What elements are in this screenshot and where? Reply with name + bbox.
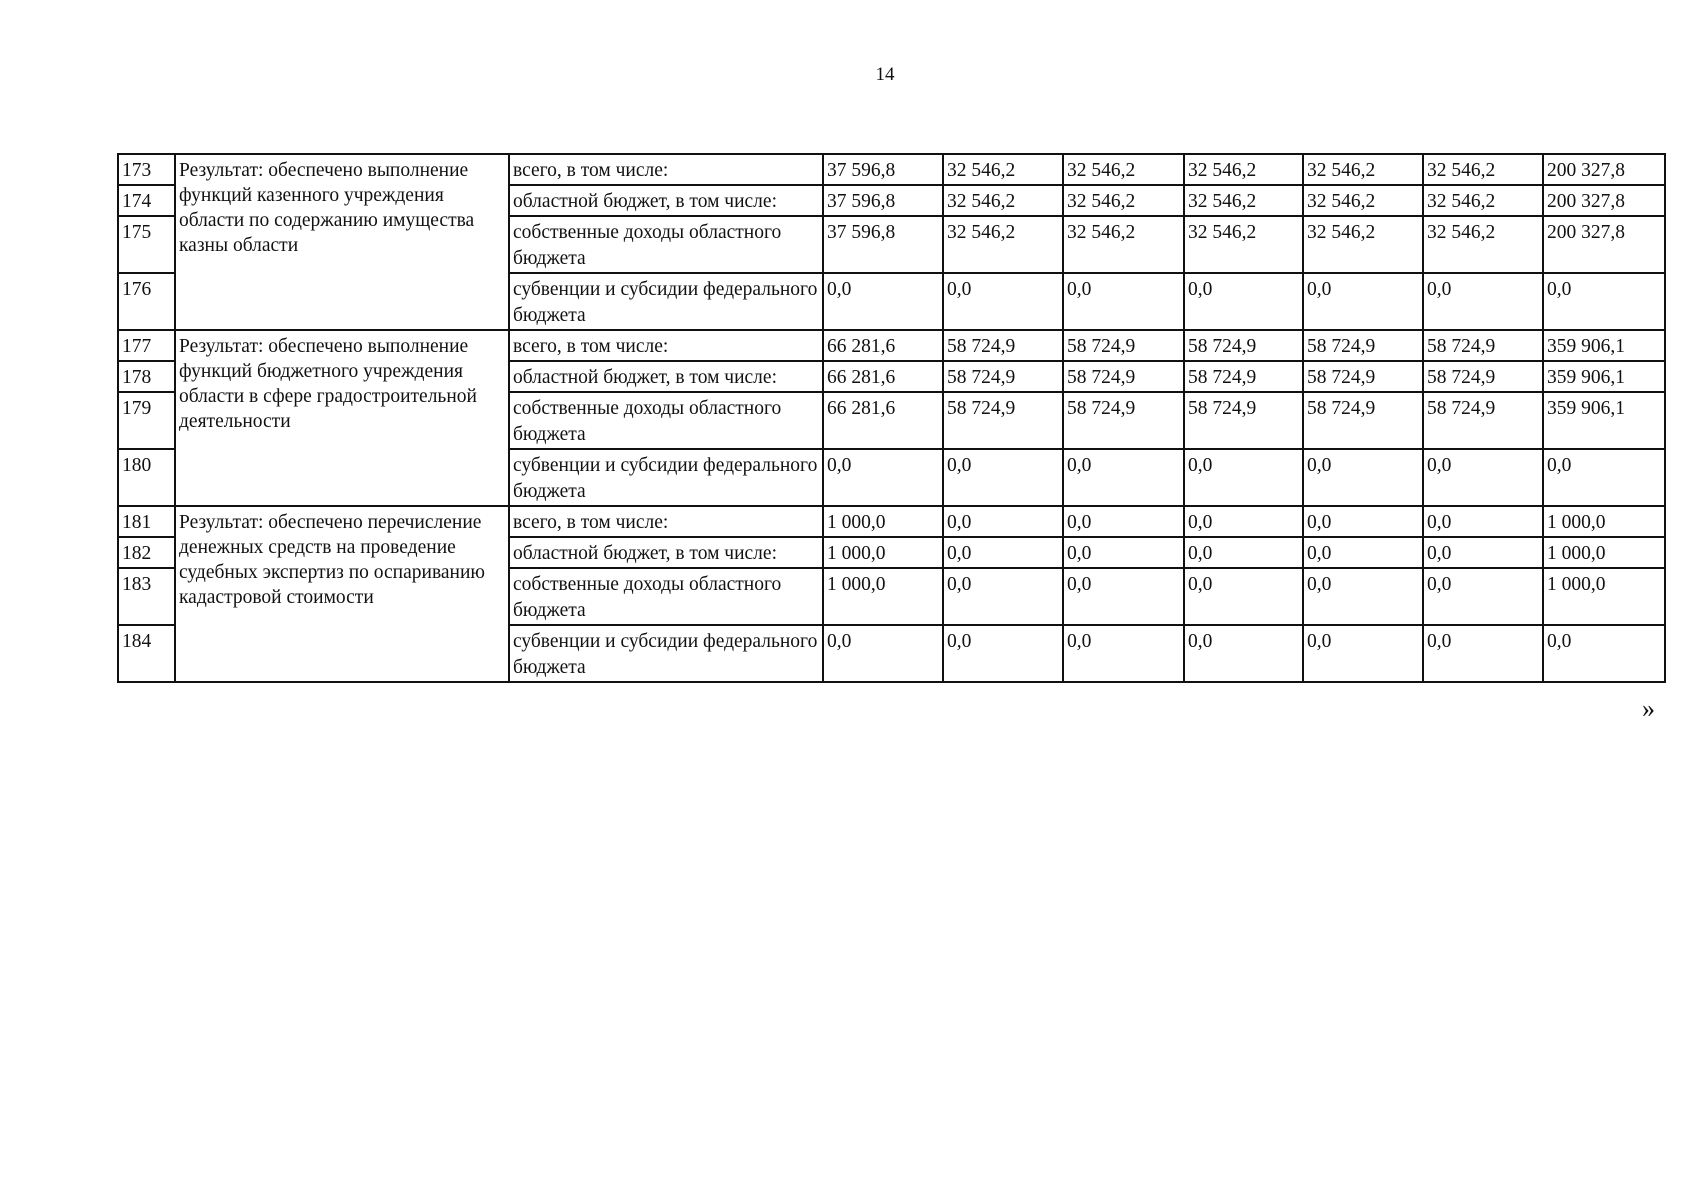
amount-cell: 0,0 xyxy=(1423,568,1543,625)
funding-source: собственные доходы областного бюджета xyxy=(509,568,823,625)
amount-cell: 58 724,9 xyxy=(943,330,1063,361)
amount-cell: 58 724,9 xyxy=(1303,361,1423,392)
amount-cell: 32 546,2 xyxy=(1184,216,1303,273)
amount-cell: 58 724,9 xyxy=(1063,330,1184,361)
amount-cell: 58 724,9 xyxy=(1423,392,1543,449)
page-number: 14 xyxy=(875,64,895,85)
total-cell: 1 000,0 xyxy=(1543,506,1665,537)
total-cell: 0,0 xyxy=(1543,449,1665,506)
amount-cell: 32 546,2 xyxy=(1303,185,1423,216)
row-number: 179 xyxy=(118,392,175,449)
amount-cell: 32 546,2 xyxy=(1184,154,1303,185)
funding-source: субвенции и субсидии федерального бюджета xyxy=(509,273,823,330)
amount-cell: 1 000,0 xyxy=(823,568,943,625)
amount-cell: 0,0 xyxy=(1063,537,1184,568)
amount-cell: 66 281,6 xyxy=(823,361,943,392)
amount-cell: 32 546,2 xyxy=(1303,154,1423,185)
amount-cell: 1 000,0 xyxy=(823,537,943,568)
table-body xyxy=(118,154,1665,682)
row-number: 177 xyxy=(118,330,175,361)
row-number: 180 xyxy=(118,449,175,506)
total-cell: 0,0 xyxy=(1543,625,1665,682)
amount-cell: 32 546,2 xyxy=(1063,154,1184,185)
amount-cell: 0,0 xyxy=(1303,449,1423,506)
amount-cell: 0,0 xyxy=(1184,568,1303,625)
funding-source: всего, в том числе: xyxy=(509,154,823,185)
total-cell: 1 000,0 xyxy=(1543,537,1665,568)
row-number: 183 xyxy=(118,568,175,625)
amount-cell: 1 000,0 xyxy=(823,506,943,537)
amount-cell: 32 546,2 xyxy=(1423,154,1543,185)
funding-source: областной бюджет, в том числе: xyxy=(509,361,823,392)
amount-cell: 37 596,8 xyxy=(823,216,943,273)
funding-source: субвенции и субсидии федерального бюджета xyxy=(509,449,823,506)
amount-cell: 0,0 xyxy=(1184,273,1303,330)
amount-cell: 0,0 xyxy=(1184,506,1303,537)
amount-cell: 32 546,2 xyxy=(1184,185,1303,216)
table-row xyxy=(118,506,1665,537)
amount-cell: 0,0 xyxy=(1184,625,1303,682)
total-cell: 359 906,1 xyxy=(1543,361,1665,392)
result-description: Результат: обеспечено выполнение функций бюджетного учреждения области в сфере градостроительной деятельности xyxy=(175,330,509,506)
amount-cell: 66 281,6 xyxy=(823,392,943,449)
amount-cell: 0,0 xyxy=(1063,568,1184,625)
total-cell: 200 327,8 xyxy=(1543,185,1665,216)
funding-source: собственные доходы областного бюджета xyxy=(509,392,823,449)
amount-cell: 0,0 xyxy=(823,273,943,330)
amount-cell: 0,0 xyxy=(1063,273,1184,330)
amount-cell: 0,0 xyxy=(1423,537,1543,568)
amount-cell: 0,0 xyxy=(1303,625,1423,682)
row-number: 181 xyxy=(118,506,175,537)
amount-cell: 0,0 xyxy=(823,449,943,506)
amount-cell: 0,0 xyxy=(1303,506,1423,537)
amount-cell: 58 724,9 xyxy=(1303,392,1423,449)
funding-source: всего, в том числе: xyxy=(509,330,823,361)
row-number: 176 xyxy=(118,273,175,330)
amount-cell: 58 724,9 xyxy=(1063,361,1184,392)
amount-cell: 0,0 xyxy=(943,273,1063,330)
row-number: 178 xyxy=(118,361,175,392)
amount-cell: 0,0 xyxy=(1184,449,1303,506)
row-number: 182 xyxy=(118,537,175,568)
amount-cell: 58 724,9 xyxy=(1184,392,1303,449)
amount-cell: 32 546,2 xyxy=(943,154,1063,185)
closing-quote: » xyxy=(1642,694,1655,723)
amount-cell: 58 724,9 xyxy=(943,361,1063,392)
amount-cell: 0,0 xyxy=(943,506,1063,537)
total-cell: 200 327,8 xyxy=(1543,154,1665,185)
amount-cell: 58 724,9 xyxy=(1184,330,1303,361)
row-number: 173 xyxy=(118,154,175,185)
amount-cell: 58 724,9 xyxy=(1423,330,1543,361)
amount-cell: 0,0 xyxy=(1423,273,1543,330)
total-cell: 0,0 xyxy=(1543,273,1665,330)
amount-cell: 32 546,2 xyxy=(943,216,1063,273)
amount-cell: 58 724,9 xyxy=(1303,330,1423,361)
amount-cell: 0,0 xyxy=(1184,537,1303,568)
funding-source: областной бюджет, в том числе: xyxy=(509,537,823,568)
table-row xyxy=(118,330,1665,361)
total-cell: 359 906,1 xyxy=(1543,392,1665,449)
amount-cell: 0,0 xyxy=(1423,625,1543,682)
total-cell: 200 327,8 xyxy=(1543,216,1665,273)
amount-cell: 58 724,9 xyxy=(1423,361,1543,392)
amount-cell: 0,0 xyxy=(1423,449,1543,506)
funding-source: всего, в том числе: xyxy=(509,506,823,537)
amount-cell: 0,0 xyxy=(1063,449,1184,506)
total-cell: 359 906,1 xyxy=(1543,330,1665,361)
amount-cell: 0,0 xyxy=(1303,273,1423,330)
amount-cell: 58 724,9 xyxy=(1063,392,1184,449)
amount-cell: 0,0 xyxy=(943,449,1063,506)
amount-cell: 0,0 xyxy=(1303,568,1423,625)
amount-cell: 0,0 xyxy=(1303,537,1423,568)
amount-cell: 0,0 xyxy=(1063,506,1184,537)
amount-cell: 58 724,9 xyxy=(1184,361,1303,392)
funding-source: собственные доходы областного бюджета xyxy=(509,216,823,273)
amount-cell: 58 724,9 xyxy=(943,392,1063,449)
amount-cell: 66 281,6 xyxy=(823,330,943,361)
amount-cell: 32 546,2 xyxy=(1423,216,1543,273)
amount-cell: 0,0 xyxy=(943,537,1063,568)
amount-cell: 37 596,8 xyxy=(823,185,943,216)
total-cell: 1 000,0 xyxy=(1543,568,1665,625)
funding-source: областной бюджет, в том числе: xyxy=(509,185,823,216)
row-number: 175 xyxy=(118,216,175,273)
amount-cell: 37 596,8 xyxy=(823,154,943,185)
result-description: Результат: обеспечено выполнение функций казенного учреждения области по содержанию имущества казны области xyxy=(175,154,509,330)
amount-cell: 0,0 xyxy=(823,625,943,682)
table-row xyxy=(118,154,1665,185)
amount-cell: 32 546,2 xyxy=(1063,185,1184,216)
budget-table xyxy=(117,153,1666,683)
amount-cell: 32 546,2 xyxy=(943,185,1063,216)
amount-cell: 0,0 xyxy=(1063,625,1184,682)
amount-cell: 0,0 xyxy=(943,568,1063,625)
result-description: Результат: обеспечено перечисление денежных средств на проведение судебных экспертиз по оспариванию кадастровой стоимости xyxy=(175,506,509,682)
row-number: 184 xyxy=(118,625,175,682)
amount-cell: 32 546,2 xyxy=(1423,185,1543,216)
amount-cell: 0,0 xyxy=(943,625,1063,682)
amount-cell: 32 546,2 xyxy=(1303,216,1423,273)
amount-cell: 0,0 xyxy=(1423,506,1543,537)
funding-source: субвенции и субсидии федерального бюджета xyxy=(509,625,823,682)
amount-cell: 32 546,2 xyxy=(1063,216,1184,273)
row-number: 174 xyxy=(118,185,175,216)
